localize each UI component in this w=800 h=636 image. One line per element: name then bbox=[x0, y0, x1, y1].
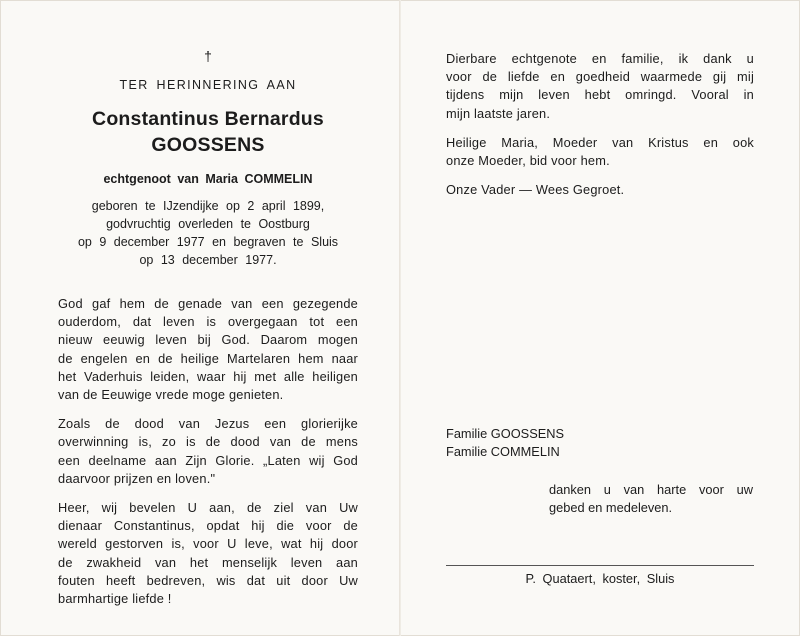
deceased-first-names: Constantinus Bernardus bbox=[92, 108, 324, 130]
text-line: Heilige Maria, Moeder van Kristus en ook bbox=[446, 134, 754, 150]
text-line: wereld gestorven is, voor U leve, wat hij door bbox=[58, 536, 358, 552]
left-panel bbox=[58, 48, 358, 619]
text-line: daarvoor prijzen en loven." bbox=[58, 470, 216, 486]
prayer-paragraph bbox=[58, 295, 358, 404]
text-line: Onze Vader — Wees Gegroet. bbox=[446, 182, 625, 198]
text-line: God gaf hem de genade van een gezegende bbox=[58, 296, 358, 311]
birth-death-line: geboren te IJzendijke op 2 april 1899, bbox=[91, 199, 325, 213]
birth-death-line: godvruchtig overleden te Oostburg bbox=[106, 217, 310, 231]
thanks-text bbox=[549, 481, 753, 517]
memorial-heading: TER HERINNERING AAN bbox=[119, 78, 297, 92]
farewell-paragraph bbox=[446, 50, 754, 123]
right-panel bbox=[446, 50, 754, 210]
deceased-surname: GOOSSENS bbox=[151, 134, 265, 156]
farewell-paragraph bbox=[446, 134, 754, 170]
text-line: voor de liefde en goedheid waarmede gij mij bbox=[446, 69, 754, 85]
text-line: fouten heeft bedreven, wis dat uit door Uw bbox=[58, 572, 358, 588]
text-line: mijn laatste jaren. bbox=[446, 105, 551, 121]
text-line: Dierbare echtgenote en familie, ik dank u bbox=[446, 51, 754, 66]
text-line: Zoals de dood van Jezus een glorierijke bbox=[58, 416, 358, 432]
card-fold bbox=[399, 0, 401, 636]
family-name: Familie COMMELIN bbox=[446, 444, 560, 459]
text-line: een deelname aan Zijn Glorie. „Laten wij God bbox=[58, 452, 358, 468]
prayer-text bbox=[58, 295, 358, 608]
prayer-paragraph bbox=[58, 415, 358, 488]
spouse-line: echtgenoot van Maria COMMELIN bbox=[103, 172, 313, 186]
family-name: Familie GOOSSENS bbox=[446, 426, 565, 441]
divider-line bbox=[446, 565, 754, 566]
printer-credit: P. Quataert, koster, Sluis bbox=[525, 571, 675, 586]
text-line: danken u van harte voor uw bbox=[549, 482, 753, 497]
text-line: overwinning is, zo is de dood van de mens bbox=[58, 434, 358, 450]
text-line: dienaar Constantinus, opdat hij die voor de bbox=[58, 518, 358, 534]
text-line: nieuw eeuwig leven bij God. Daarom mogen bbox=[58, 332, 358, 348]
birth-death-line: op 13 december 1977. bbox=[139, 253, 277, 267]
text-line: tijdens mijn leven hebt omringd. Vooral in bbox=[446, 87, 754, 103]
text-line: barmhartige liefde ! bbox=[58, 591, 172, 607]
birth-death-details bbox=[58, 197, 358, 269]
cross-icon: † bbox=[204, 48, 212, 64]
text-line: de engelen en de heilige Martelaren hem naar bbox=[58, 350, 358, 366]
text-line: het Vaderhuis leiden, waar hij met alle heiligen bbox=[58, 368, 358, 384]
farewell-paragraph bbox=[446, 181, 754, 199]
text-line: onze Moeder, bid voor hem. bbox=[446, 153, 610, 169]
birth-death-line: op 9 december 1977 en begraven te Sluis bbox=[77, 235, 339, 249]
text-line: van de Eeuwige vrede moge genieten. bbox=[58, 387, 284, 403]
text-line: Heer, wij bevelen U aan, de ziel van Uw bbox=[58, 500, 358, 516]
text-line: ouderdom, dat leven is overgegaan tot een bbox=[58, 314, 358, 330]
family-names bbox=[446, 425, 564, 461]
text-line: de zwakheid van het menselijk leven aan bbox=[58, 554, 358, 570]
prayer-paragraph bbox=[58, 499, 358, 608]
text-line: gebed en medeleven. bbox=[549, 500, 673, 515]
